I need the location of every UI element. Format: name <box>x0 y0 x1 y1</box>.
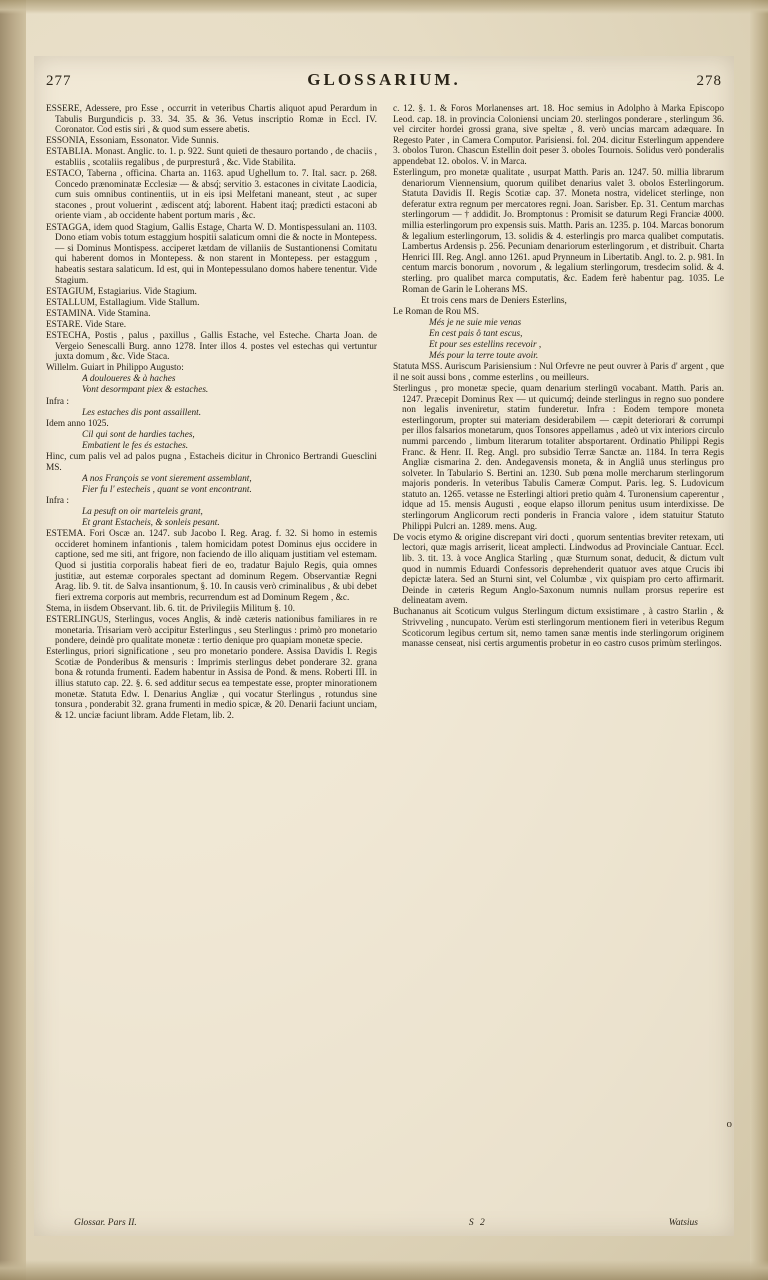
signature-mark: S 2 <box>468 1218 487 1228</box>
citation-guiart: Willelm. Guiart in Philippo Augusto: <box>46 363 184 374</box>
paragraph-morlanenses: c. 12. §. 1. & Foros Morlanenses art. 18. Hoc semius in Adolpho à Marka Episcopo Leod. cap. 18. in provincia Coloniensi unciam 20. sterlingos ponderare , sterlingum 36. vel circiter hordei grossi grana, sive speltæ , 8. verò uncias marcam adæquare. In Regesto Pater , in Camera Computor. Parisiensi. fol. 204. dicitur Esterlingum appendere 3. obolos Turon. Chascun Estellin doit peser 3. oboles Tournois. Solidus verò ponderalis appendebat 12. obolos. V. in Marca. <box>393 104 724 167</box>
entry-essere: ESSERE, Adessere, pro Esse , occurrit in veteribus Chartis aliquot apud Perardum in Tabulis Burgundicis p. 33. 34. 35. & 36. Vetus inscriptio Romæ in Eccl. IV. Coronator. Cod estis siri , & quod sum essere abetis. <box>46 104 377 136</box>
entry-estare: ESTARE. Vide Stare. <box>46 319 127 330</box>
verse-rou-2: En cest pais ô tant escus, <box>429 328 523 339</box>
verse-line-6: A nos François se vont sierement assemblant, <box>82 473 252 484</box>
entry-estamina: ESTAMINA. Vide Stamina. <box>46 308 151 319</box>
entry-estema: ESTEMA. Fori Oscæ an. 1247. sub Jacobo I. Reg. Arag. f. 32. Si homo in estemis occideret hominem infantionis , talem homicidam potest Dominus ejus occidere in captione, sed me siti, ant frigore, non faciendo de illo aliquam justitiam vel estemam. Quod si justitia corporalis habeat fieri de eo, tradatur Bajulo Regis, quia omnes justitiæ, aut estemæ corporales spectant ad dominum Regem. Observantiæ Regni Arag. lib. 9. tit. de Salva insantionum, §. 10. In causis verò criminalibus , & ubi debet fieri extrema corporis aut membris, recurrendum est ad Dominum Regem , &c. <box>46 529 377 603</box>
running-title: GLOSSARIUM. <box>307 70 461 89</box>
note-estacheis: Hinc, cum palis vel ad palos pugna , Estacheis dicitur in Chronico Bertrandi Guesclini MS. <box>46 452 377 473</box>
entry-estecha: ESTECHA, Postis , palus , paxillus , Gallis Estache, vel Esteche. Charta Joan. de Vergeio Senescalli Burg. anno 1278. Inter illos 4. postes vel estechas qui vertuntur juxta domum , &c. Vide Staca. <box>46 330 377 363</box>
entry-estagium: ESTAGIUM, Estagiarius. Vide Stagium. <box>46 286 197 297</box>
right-column <box>393 104 724 1196</box>
citation-roman-de-rou: Le Roman de Rou MS. <box>393 306 479 317</box>
label-infra-1: Infra : <box>46 396 69 407</box>
verse-line-9: Et grant Estacheis, & sonleis pesant. <box>82 518 220 529</box>
verse-rou-3: Et pour ses estellins recevoir , <box>429 340 542 351</box>
folio-number-left: 277 <box>46 73 72 89</box>
verse-line-3: Les estaches dis pont assaillent. <box>82 407 202 418</box>
entry-essonia: ESSONIA, Essoniam, Essonator. Vide Sunnis. <box>46 136 219 147</box>
header-rule <box>46 96 722 97</box>
footer-volume-title: Glossar. Pars II. <box>74 1218 137 1228</box>
left-binding-edge <box>0 0 26 1280</box>
paragraph-statuta-mss: Statuta MSS. Auriscum Parisiensium : Nul Orfevre ne peut ouvrer à Paris d' argent , que il ne soit aussi bons , comme esterlins , ou meilleurs. <box>393 362 724 383</box>
text-columns <box>46 104 724 1196</box>
right-page-edge <box>750 0 768 1280</box>
entry-stema: Stema, in iisdem Observant. lib. 6. tit. de Privilegiis Militum §. 10. <box>46 603 295 614</box>
entry-esterlingus-weight: Esterlingus, priori significatione , seu pro monetario pondere. Assisa Davidis I. Regis Scotiæ de Ponderibus & mensuris : Imprimis sterlingus debet ponderare 32. grana bona & rotunda frumenti. Eadem habentur in Assisa de Pond. & mens. Roberti III. in illius statuto cap. 22. §. 6. sed additur secus ea tempestate esse, propter minorationem monetæ. Statuta Edw. I. Denarius Angliæ , qui vocatur Sterlingus , rotundus sine tonsura , ponderabit 32. grana frumenti in medio spicæ, & 20. Denarii faciunt unciam, & 12. unciæ faciunt libram. Adde Fletam, lib. 2. <box>46 647 377 721</box>
verse-line-4: Cil qui sont de hardies taches, <box>82 429 195 440</box>
entry-esterlingus: ESTERLINGUS, Sterlingus, voces Anglis, & indè cæteris nationibus familiares in re monetaria. Trisariam verò accipitur Esterlingus , seu Sterlingus : primò pro monetario pondere, deindè pro qualitate monetæ : tertio denique pro quapiam monetæ specie. <box>46 614 377 647</box>
label-infra-2: Infra : <box>46 495 69 506</box>
folio-number-right: 278 <box>696 73 722 89</box>
page-footer <box>46 1218 722 1228</box>
paragraph-sterlingus-species: Sterlingus , pro monetæ specie, quam denarium sterlingū vocabant. Matth. Paris an. 1247. Præcepit Dominus Rex — ut quicumq́; deinde sterlingus in regno suo pondere non legalis inveniretur, statim funderetur. Infra : Eodem tempore moneta esterlingorum, propter sui materiam desiderabilem — cæpit deteriorari & corrumpi per illos falsarios monetarum, quos Tonsores appellamus , adeò ut vix interiors circulo nummi parcendo , limbum literarum totaliter absportarent. Ordinatio Philippi Regis Franc. & Henr. II. Reg. Angl. pro subsidio Terræ Sanctæ an. 1184. In terra Regis Angliæ cismarina 2. den. Andegavensis moneta, & in Angliâ unus sterlingus pro solveter. In Tabulario S. Bertini an. 1230. Sub pœna molle mercharum sterlingorum majoris ponderis. In veteribus Tabulis Cameræ Comput. Paris. leg. S. Ludovicum statuto an. 1265. vetasse ne Esterlingi altiori pretio quàm 4. Turonensium caperentur , idque ad 15. mensis Augusti , eoque elapso illorum penitus usum interdixisse. De sterlingorum Anglicorum recti ponderis in Francia valore , idem statuitur Statuto Philippi Pulcri an. 1289. mens. Aug. <box>393 383 724 532</box>
paragraph-buchananus: Buchananus ait Scoticum vulgus Sterlingum dictum exsistimare , à castro Starlin , & Strivveling , nuncupato. Verùm esti sterlingorum mentionem fieri in veteribus Regum Scoticorum legibus certum sit, nemo tamen sanæ mentis inde sterlingorum originem manasse censeat, nisi certis argumentis probetur in eo castro cusos primùm sterlingos. <box>393 607 724 650</box>
top-page-edge <box>0 0 768 14</box>
verse-rou-4: Més pour la terre toute avoir. <box>429 351 539 362</box>
left-column <box>46 104 377 1196</box>
verse-line-5: Embatient le fes és estaches. <box>82 440 189 451</box>
verse-line-8: La pesuft on oir marteleis grant, <box>82 506 203 517</box>
verse-rou-1: Més je ne suie mie venas <box>429 317 522 328</box>
paragraph-esterlingum-quality: Esterlingum, pro monetæ qualitate , usurpat Matth. Paris an. 1247. 50. millia librarum denariorum Viennensium, quorum quilibet denarius valet 3. obolos Esterlingorum. Statuta Davidis II. Regis Scotiæ cap. 37. Moneta nostra, videlicet sterlinge, non deferatur extra regnum per mercatores regni. Joan. Sarisber. Ep. 31. Centum marchas sterlingorum — † addidit. Jo. Bromptonus : Promisit se daturum Regi Franciæ 4000. millia esterlingorum pro expensis suis. Matth. Paris an. 1235. p. 104. Marcas bonorum & legalium esterlingorum, 13. solidis & 4. esterlingis pro marca qualibet computatis. Lambertus Ardensis p. 256. Pecuniam denariorum esterlingorum , et distribuit. Charta Henrici III. Reg. Angl. anno 1261. apud Prynneum in Libertatib. Angl. to. 2. p. 981. In centum marcis bonorum , novorum , & legalium sterlingorum, tresdecim solid. & 4. sterling. pro qualibet marca computatis, &c. Eadem ferè habentur pag. 1035. Le Roman de Garin le Loherans MS. <box>393 168 724 295</box>
bottom-page-edge <box>0 1260 768 1280</box>
margin-ink-mark: o <box>726 1118 732 1130</box>
catchword: Watsius <box>668 1218 698 1228</box>
entry-estaco: ESTACO, Taberna , officina. Charta an. 1163. apud Ughellum to. 7. Ital. sacr. p. 268. Concedo prænominatæ Ecclesiæ — & absq́; servitio 3. estacones in civitate Laodicia, cum suis omnibus continentiis, ut in eis ipsi Melfetani maneant, steut , ac super stacones , prout voluerint , ædiscent atq́; laborent. Habent itaq́; prædicti estaconi ab oriente viam , ab occidente habent portum maris , &c. <box>46 169 377 222</box>
verse-line-2: Vont desormpant piex & estaches. <box>82 385 209 396</box>
entry-establia: ESTABLIA. Monast. Anglic. to. 1. p. 922. Sunt quieti de thesauro portando , de chaciis , establiis , scotaliis regalibus , de purpresturâ , &c. Vide Stabilita. <box>46 147 377 168</box>
verse-line-1: A douloueres & à haches <box>82 374 176 385</box>
entry-estagga: ESTAGGA, idem quod Stagium, Gallis Estage, Charta W. D. Montispessulani an. 1103. Dono etiam vobis totum estaggium hospitii salaticum omni die & nocte in Montepess. — si Dominus Montispess. acciperet lætdam de villaniis de Sustantionensi Comitatu qui haberent domos in Montepess. & non starent in Montepess. per estaggum , habeatis sestara salaticum. Id est, qui in Montepessulano domos habere tenentur. Vide Stagium. <box>46 222 377 286</box>
verse-line-7: Fier fu l' estecheis , quant se vont encontrant. <box>82 484 252 495</box>
paragraph-etymology: De vocis etymo & origine discrepant viri docti , quorum sententias breviter retexam, uti lectori, quæ magis arriserit, liceat amplecti. Lindwodus ad Provinciale Cantuar. Eccl. lib. 3. tit. 13. à voce Anglica Starling , quæ Sturnum sonat, deducit, & dictum vult quod in nummis Eduardi Confessoris deprehenderit quatuor aves atque Crucis ibi depictæ latera. Sed an Sturni sint, vel Columbæ , vix quispiam pro certo affirmarit. Deinde in cæteris Regum Anglo-Saxonum numnis nullam prorsus reperire est delineatam avem. <box>393 532 724 607</box>
citation-idem-1025: Idem anno 1025. <box>46 418 109 429</box>
verse-garin-1: Et trois cens mars de Deniers Esterlins, <box>421 295 567 306</box>
entry-estallum: ESTALLUM, Estallagium. Vide Stallum. <box>46 297 200 308</box>
page-header <box>46 70 722 90</box>
